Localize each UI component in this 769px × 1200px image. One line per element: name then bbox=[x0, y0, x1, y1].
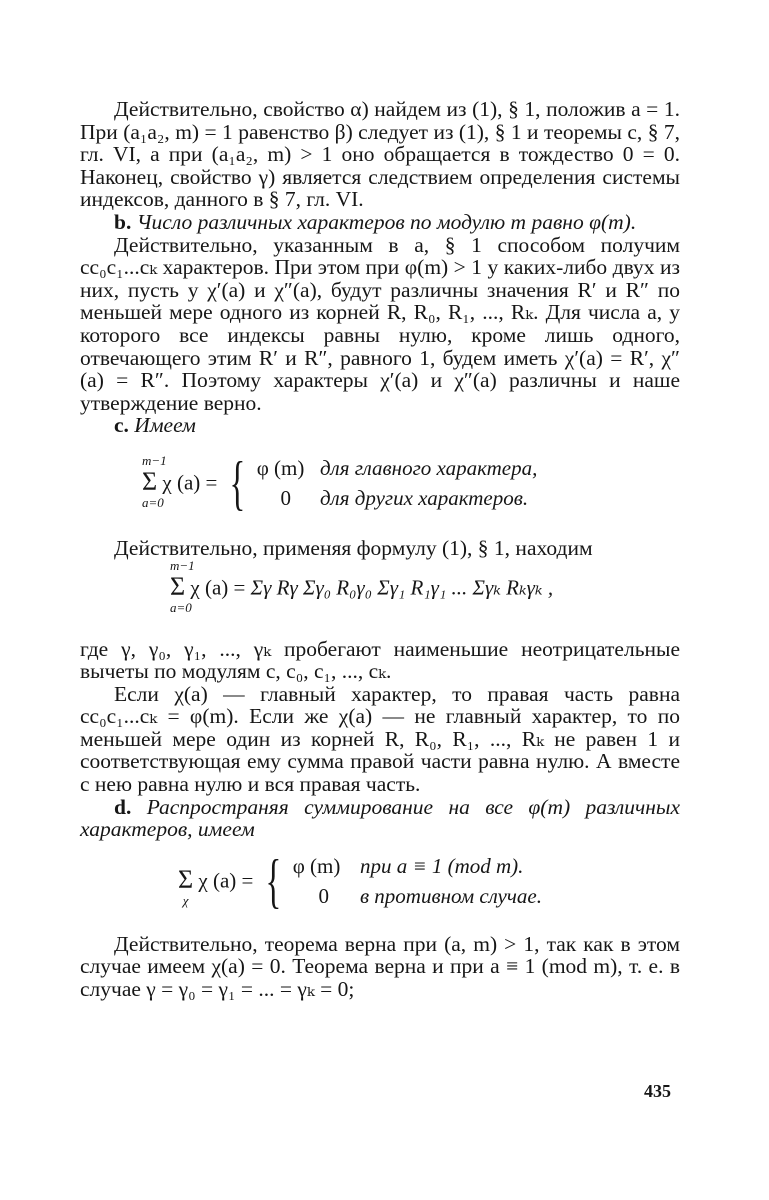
statement-d-text: Распространяя суммирование на все φ(m) различных характеров, имеем bbox=[80, 794, 680, 842]
formula-3 bbox=[178, 847, 680, 915]
formula-1-sum bbox=[142, 453, 167, 511]
formula-1 bbox=[142, 449, 680, 523]
statement-b bbox=[80, 211, 680, 234]
page-number: 435 bbox=[644, 1081, 671, 1101]
formula-2-lhs: χ (a) = bbox=[190, 575, 246, 600]
paragraph-1: Действительно, свойство α) найдем из (1), § 1, положив a = 1. При (a₁a₂, m) = 1 равенство β) следует из (1), § 1 и теоремы c, § 7, гл. VI, а при (a₁a₂, m) > 1 оно обращается в тождество 0 = 0. Наконец, свойство γ) является следствием определения системы индексов, данного в § 7, гл. VI. bbox=[80, 97, 680, 212]
left-brace-icon: { bbox=[265, 847, 281, 914]
formula-3-case1-value: φ (m) bbox=[292, 853, 341, 878]
statement-d-label: d. bbox=[114, 794, 132, 819]
formula-2-rhs: Σγ Rγ Σγ₀ R₀γ₀ Σγ₁ R₁γ₁ ... Σγₖ Rₖγₖ , bbox=[250, 575, 554, 600]
main-text-3 bbox=[80, 638, 680, 841]
formula-1-cases bbox=[257, 453, 538, 513]
formula-1-case1-value: φ (m) bbox=[256, 455, 305, 480]
formula-1-sum-upper: m−1 bbox=[142, 453, 167, 469]
formula-1-case2-value: 0 bbox=[280, 485, 291, 510]
formula-1-case1-text: для главного характера, bbox=[319, 455, 538, 480]
formula-2 bbox=[170, 558, 680, 638]
statement-d bbox=[80, 796, 680, 841]
statement-b-label: b. bbox=[114, 209, 132, 234]
statement-c-label: c. bbox=[114, 413, 129, 438]
main-text-2 bbox=[80, 537, 680, 560]
formula-3-sum-lower: χ bbox=[182, 893, 189, 909]
formula-3-case2-text: в противном случае. bbox=[359, 883, 542, 908]
formula-2-sum-lower: a=0 bbox=[170, 600, 192, 616]
page-body bbox=[80, 98, 680, 1001]
formula-1-lhs: χ (a) = bbox=[162, 470, 218, 495]
formula-3-case1-text: при a ≡ 1 (mod m). bbox=[359, 853, 524, 878]
paragraph-3: Действительно, применяя формулу (1), § 1, находим bbox=[114, 535, 593, 560]
formula-2-sum-upper: m−1 bbox=[170, 558, 195, 574]
paragraph-6: Действительно, теорема верна при (a, m) > 1, так как в этом случае имеем χ(a) = 0. Теорема верна и при a ≡ 1 (mod m), т. е. в случае γ = γ₀ = γ₁ = ... = γₖ = 0; bbox=[80, 931, 680, 1002]
paragraph-2: Действительно, указанным в a, § 1 способом получим cc₀c₁...cₖ характеров. При этом при φ(m) > 1 у каких-либо двух из них, пусть у χ′(a) и χ″(a), будут различны значения R′ и R″ по меньшей мере одного из корней R, R₀, R₁, ..., Rₖ. Для числа a, у которого все индексы равны нулю, кроме лишь одного, отвечающего этим R′ и R″, равного 1, будем иметь χ′(a) = R′, χ″(a) = R″. Поэтому характеры χ′(a) и χ″(a) различны и наше утверждение верно. bbox=[80, 232, 680, 415]
formula-1-sum-lower: a=0 bbox=[142, 495, 164, 511]
main-text-4 bbox=[80, 933, 680, 1001]
formula-1-case2-text: для других характеров. bbox=[319, 485, 529, 510]
paragraph-5: Если χ(a) — главный характер, то правая часть равна cc₀c₁...cₖ = φ(m). Если же χ(a) — не главный характер, то по меньшей мере один из корней R, R₀, R₁, ..., Rₖ не равен 1 и соответствующая ему сумма правой части равна нулю. А вместе с нею равна нулю и вся правая часть. bbox=[80, 681, 680, 797]
sigma-icon: Σ bbox=[142, 467, 158, 497]
formula-3-lhs: χ (a) = bbox=[198, 868, 254, 893]
sigma-icon: Σ bbox=[170, 572, 186, 602]
formula-3-sum bbox=[178, 865, 194, 909]
statement-b-text: Число различных характеров по модулю m равно φ(m). bbox=[136, 209, 637, 234]
main-text bbox=[80, 98, 680, 437]
formula-3-cases bbox=[293, 851, 542, 911]
statement-c-text: Имеем bbox=[134, 413, 196, 438]
formula-2-sum bbox=[170, 558, 195, 616]
statement-c bbox=[80, 414, 680, 437]
formula-3-case2-value: 0 bbox=[318, 883, 329, 908]
sigma-icon: Σ bbox=[178, 865, 194, 895]
paragraph-4: где γ, γ₀, γ₁, ..., γₖ пробегают наименьшие неотрицательные вычеты по модулям c, c₀, c₁, ..., cₖ. bbox=[80, 636, 680, 684]
left-brace-icon: { bbox=[229, 449, 245, 516]
